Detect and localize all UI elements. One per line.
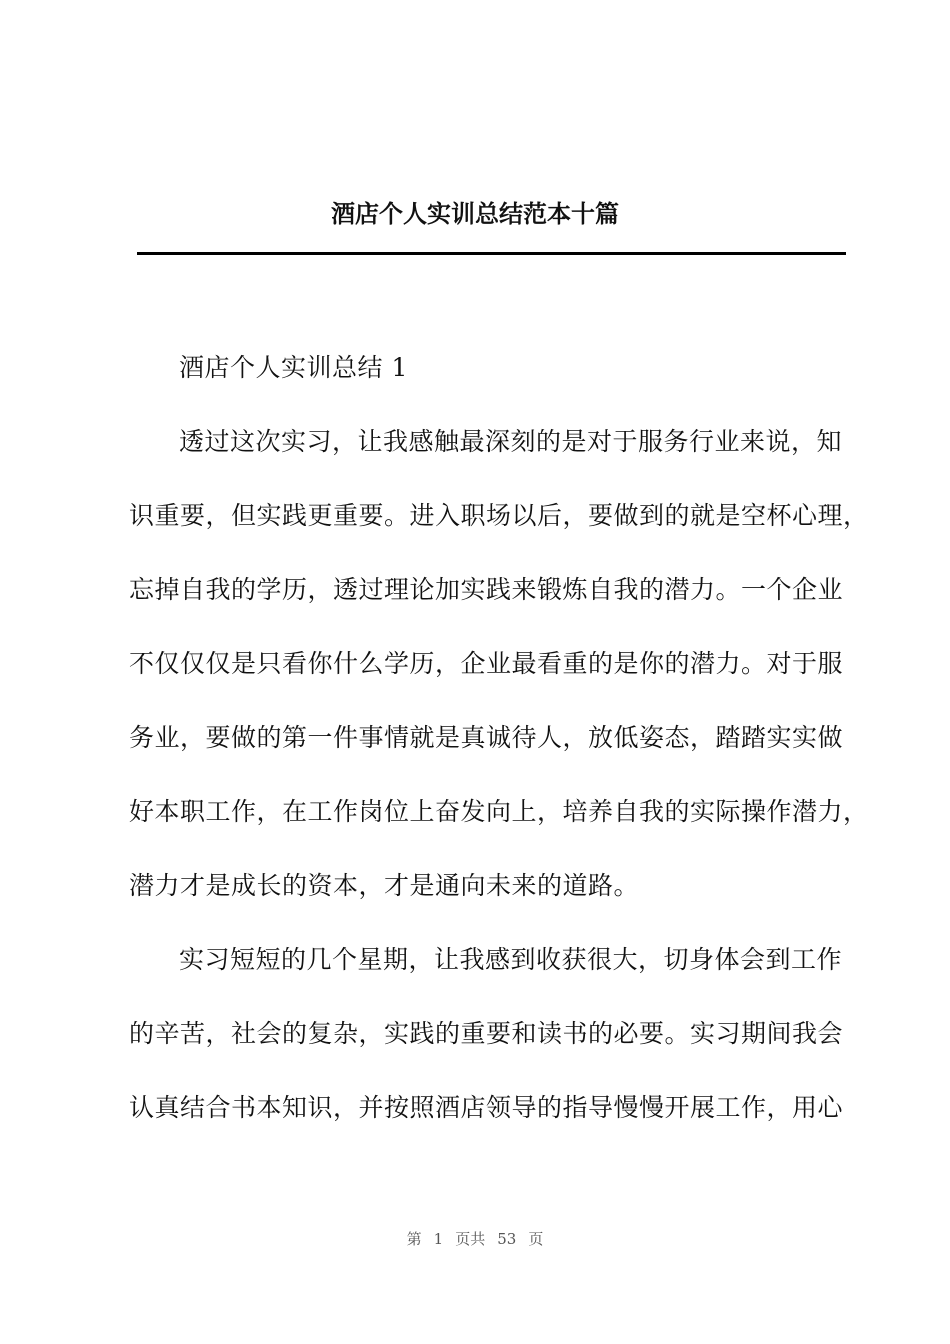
paragraph-line: 识重要，但实践更重要。进入职场以后，要做到的就是空杯心理， (129, 501, 869, 530)
paragraph-line: 认真结合书本知识，并按照酒店领导的指导慢慢开展工作，用心 (129, 1093, 844, 1122)
paragraph-line: 务业，要做的第一件事情就是真诚待人，放低姿态，踏踏实实做 (129, 723, 844, 752)
document-body (129, 343, 869, 1157)
footer-mid: 页共 (455, 1230, 486, 1248)
paragraph-line: 的辛苦，社会的复杂，实践的重要和读书的必要。实习期间我会 (129, 1019, 844, 1048)
paragraph-line: 透过这次实习，让我感触最深刻的是对于服务行业来说，知 (179, 427, 843, 456)
title-divider (137, 252, 846, 255)
paragraph-line: 不仅仅仅是只看你什么学历，企业最看重的是你的潜力。对于服 (129, 649, 844, 678)
document-title: 酒店个人实训总结范本十篇 (331, 199, 619, 228)
page-number: 1 (433, 1230, 444, 1248)
paragraph-line: 实习短短的几个星期，让我感到收获很大，切身体会到工作 (179, 945, 843, 974)
page-footer (0, 1228, 950, 1249)
paragraph-line: 潜力才是成长的资本，才是通向未来的道路。 (129, 871, 640, 900)
paragraph-line: 好本职工作，在工作岗位上奋发向上，培养自我的实际操作潜力， (129, 797, 869, 826)
section-heading: 酒店个人实训总结 1 (179, 353, 408, 382)
footer-suffix: 页 (528, 1230, 544, 1248)
paragraph-line: 忘掉自我的学历，透过理论加实践来锻炼自我的潜力。一个企业 (129, 575, 844, 604)
total-pages: 53 (497, 1230, 517, 1248)
footer-prefix: 第 (406, 1230, 422, 1248)
